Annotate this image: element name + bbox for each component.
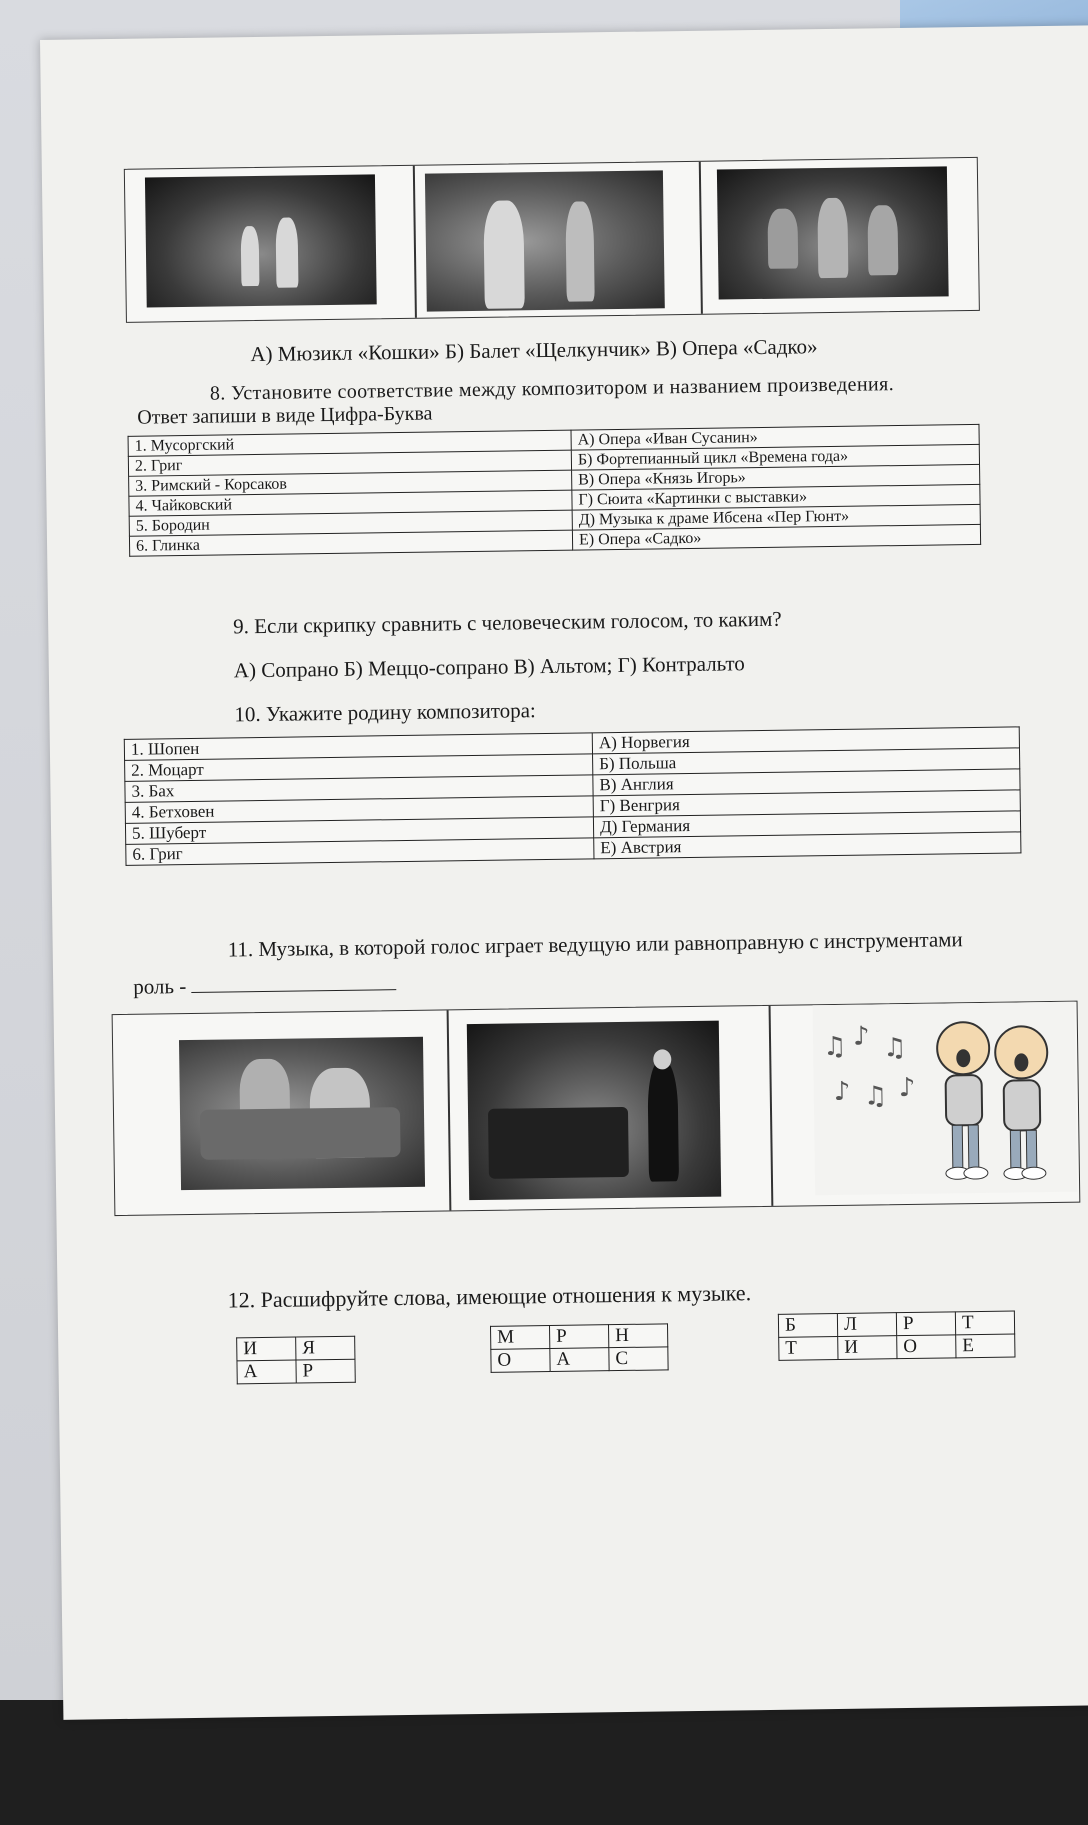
letter-cell: Н <box>608 1324 667 1348</box>
work-cell: В) Опера «Князь Игорь» <box>572 464 980 490</box>
letter-cell: Б <box>778 1313 837 1337</box>
q7-options: А) Мюзикл «Кошки» Б) Балет «Щелкунчик» В) Опера «Садко» <box>250 334 818 367</box>
work-cell: Б) Фортепианный цикл «Времена года» <box>571 444 979 470</box>
country-cell: А) Норвегия <box>592 727 1019 754</box>
letter-cell: Л <box>837 1313 896 1337</box>
word-grid-2 <box>490 1323 669 1372</box>
work-cell: Е) Опера «Садко» <box>572 524 980 550</box>
composer-cell: 1. Шопен <box>124 733 592 761</box>
work-cell: Г) Сюита «Картинки с выставки» <box>572 484 980 510</box>
svg-text:♪: ♪ <box>833 1076 851 1108</box>
q8-question-line2: Ответ запиши в виде Цифра-Буква <box>137 402 433 429</box>
q9-options: А) Сопрано Б) Меццо-сопрано В) Альтом; Г) Контральто <box>233 651 745 683</box>
letter-cell: С <box>609 1347 668 1371</box>
country-cell: Г) Венгрия <box>593 790 1020 817</box>
q11-role-label: роль - <box>133 974 187 999</box>
q8-question-line1: 8. Установите соответствие между композитором и названием произведения. <box>209 373 895 405</box>
letter-cell: О <box>491 1349 550 1373</box>
composer-cell: 6. Григ <box>126 838 594 866</box>
letter-cell: И <box>838 1336 897 1360</box>
q11-image-row <box>112 1001 1081 1216</box>
country-cell: Е) Австрия <box>594 832 1021 859</box>
svg-text:♪: ♪ <box>852 1021 870 1052</box>
composer-cell: 3. Бах <box>125 775 593 803</box>
opera-photo <box>425 170 665 311</box>
word-grid-1 <box>236 1336 356 1385</box>
letter-cell: О <box>897 1335 956 1359</box>
dark-edge <box>0 1700 1088 1825</box>
svg-text:♫: ♫ <box>882 1033 907 1064</box>
composer-cell: 1. Мусоргский <box>128 430 571 456</box>
letter-cell: Р <box>549 1325 608 1349</box>
work-cell: Д) Музыка к драме Ибсена «Пер Гюнт» <box>572 504 980 530</box>
svg-text:♫: ♫ <box>822 1031 847 1063</box>
country-cell: В) Англия <box>593 769 1020 796</box>
worksheet-page <box>40 25 1088 1720</box>
ballet-photo <box>145 174 377 307</box>
q9-question: 9. Если скрипку сравнить с человеческим голосом, то каким? <box>233 606 782 639</box>
singer-photo <box>467 1021 721 1201</box>
letter-cell: Я <box>296 1336 355 1360</box>
q8-matching-table <box>128 424 982 557</box>
composer-cell: 2. Моцарт <box>125 754 593 782</box>
letter-cell: А <box>550 1348 609 1372</box>
letter-cell: Р <box>896 1312 955 1336</box>
q10-matching-table <box>124 726 1022 865</box>
letter-cell: М <box>491 1326 550 1350</box>
composer-cell: 2. Григ <box>128 450 571 476</box>
q12-question: 12. Расшифруйте слова, имеющие отношения к музыке. <box>227 1280 752 1313</box>
singing-kids-illustration <box>813 1002 1078 1196</box>
letter-cell: А <box>237 1360 296 1384</box>
composer-cell: 6. Глинка <box>129 530 572 556</box>
composer-cell: 4. Чайковский <box>129 490 572 516</box>
cartoon-kids-icon <box>813 1002 1078 1196</box>
work-cell: А) Опера «Иван Сусанин» <box>571 424 979 450</box>
letter-cell: Е <box>956 1334 1015 1358</box>
q11-question-line1: 11. Музыка, в которой голос играет ведущую или равноправную с инструментами <box>227 927 963 962</box>
painting-photo <box>179 1037 425 1190</box>
letter-cell: Т <box>955 1311 1014 1335</box>
country-cell: Д) Германия <box>593 811 1020 838</box>
composer-cell: 3. Римский - Корсаков <box>129 470 572 496</box>
musical-photo <box>717 166 949 299</box>
composer-cell: 4. Бетховен <box>125 796 593 824</box>
q11-question-line2 <box>133 971 397 1000</box>
word-grid-3 <box>778 1311 1016 1361</box>
composer-cell: 5. Бородин <box>129 510 572 536</box>
q10-question: 10. Укажите родину композитора: <box>234 698 536 727</box>
svg-text:♫: ♫ <box>863 1081 888 1112</box>
composer-cell: 5. Шуберт <box>125 817 593 845</box>
svg-text:♪: ♪ <box>898 1072 916 1104</box>
country-cell: Б) Польша <box>593 748 1020 775</box>
q7-image-row <box>124 157 980 323</box>
letter-cell: Р <box>296 1359 355 1383</box>
letter-cell: Т <box>779 1336 838 1360</box>
answer-blank[interactable] <box>191 973 396 993</box>
letter-cell: И <box>237 1337 296 1361</box>
